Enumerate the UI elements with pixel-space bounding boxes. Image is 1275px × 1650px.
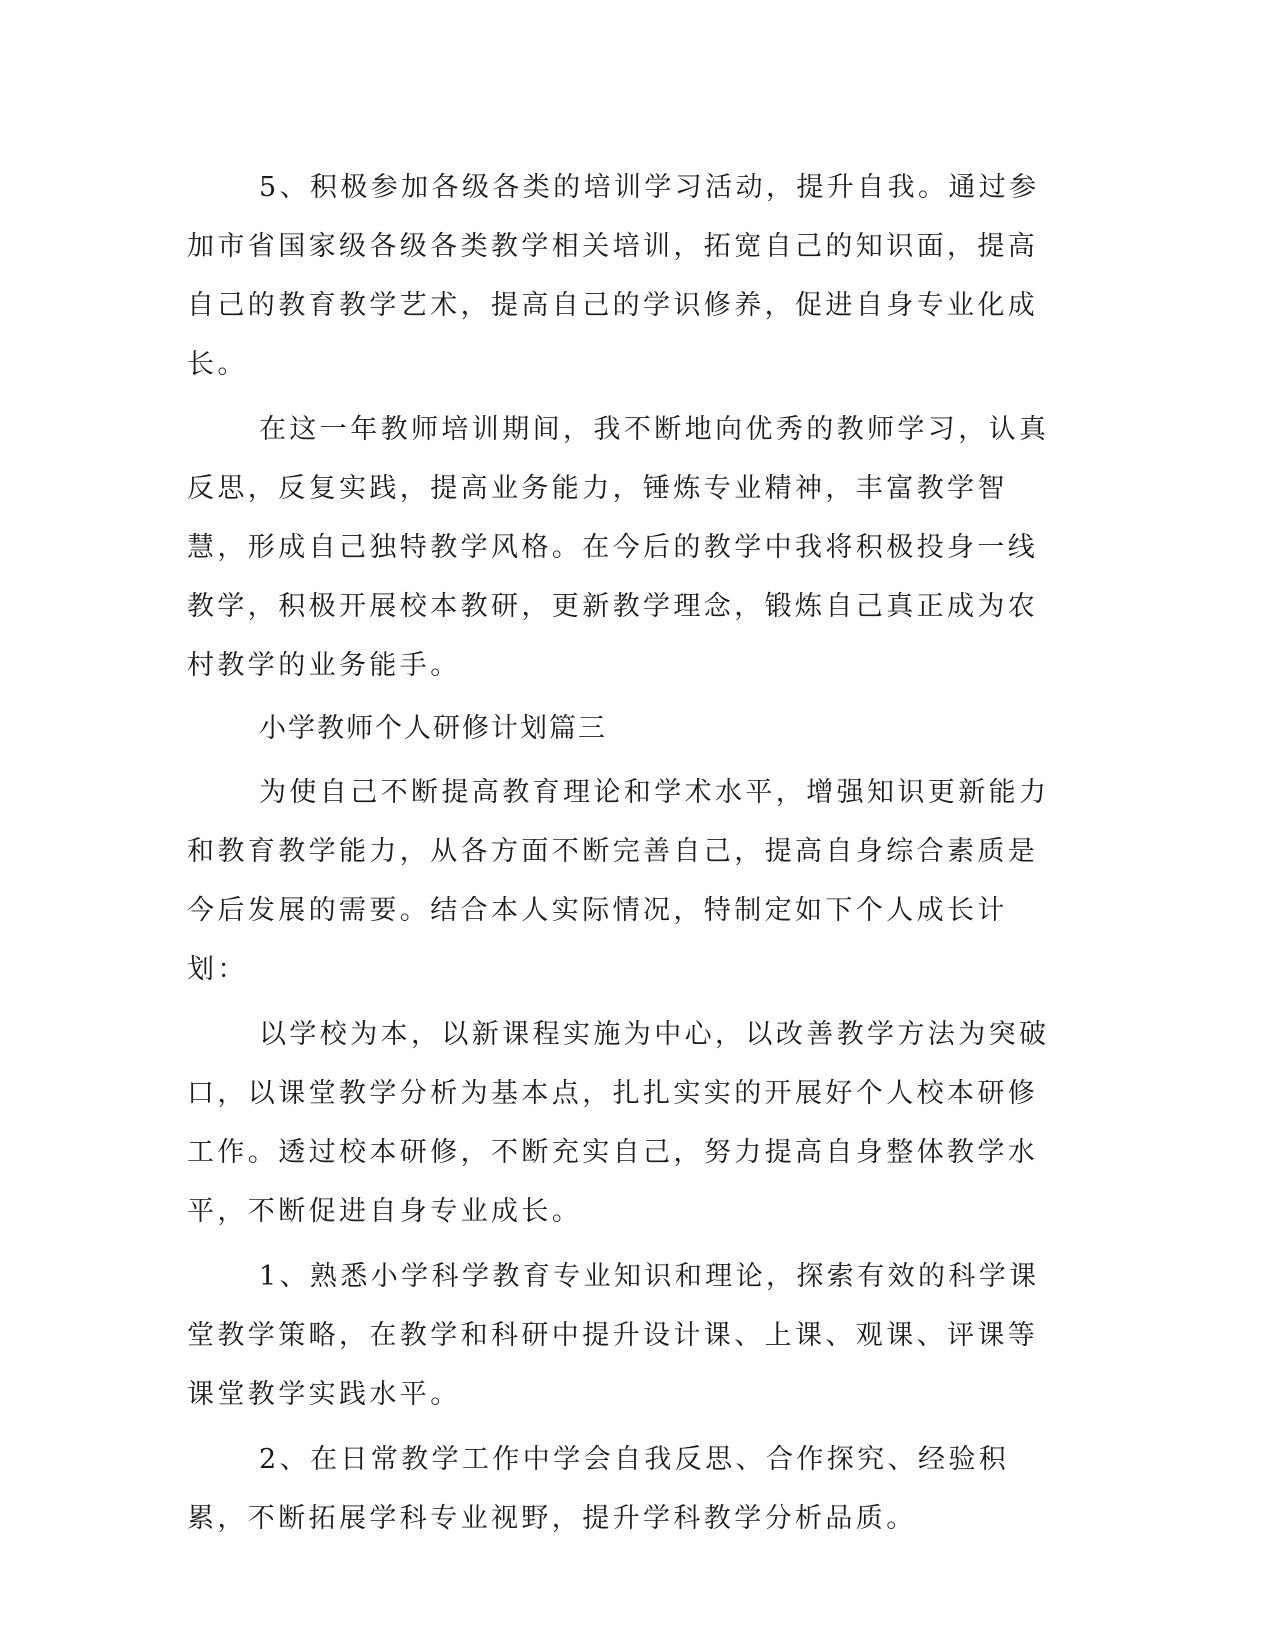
paragraph-goal-2: 2、在日常教学工作中学会自我反思、合作探究、经验积累，不断拓展学科专业视野，提升学科教学分析品质。: [187, 1444, 1010, 1534]
paragraph-training-activities: 5、积极参加各级各类的培训学习活动，提升自我。通过参加市省国家级各级各类教学相关培训，拓宽自己的知识面，提高自己的教育教学艺术，提高自己的学识修养，促进自身专业化成长。: [187, 172, 1040, 380]
paragraph-goal-1: 1、熟悉小学科学教育专业知识和理论，探索有效的科学课堂教学策略，在教学和科研中提升设计课、上课、观课、评课等课堂教学实践水平。: [187, 1261, 1040, 1410]
section-heading: 小学教师个人研修计划篇三: [259, 713, 607, 744]
paragraph-plan-guideline: 以学校为本，以新课程实施为中心，以改善教学方法为突破口，以课堂教学分析为基本点，扎扎实实的开展好个人校本研修工作。透过校本研修，不断充实自己，努力提高自身整体教学水平，不断促进自身专业成长。: [187, 1019, 1050, 1227]
paragraph-training-reflection: 在这一年教师培训期间，我不断地向优秀的教师学习，认真反思，反复实践，提高业务能力，锤炼专业精神，丰富教学智慧，形成自己独特教学风格。在今后的教学中我将积极投身一线教学，积极开展校本教研，更新教学理念，锻炼自己真正成为农村教学的业务能手。: [187, 414, 1050, 681]
document-body: [187, 158, 1067, 1548]
paragraph-plan-intro: 为使自己不断提高教育理论和学术水平，增强知识更新能力和教育教学能力，从各方面不断完善自己，提高自身综合素质是今后发展的需要。结合本人实际情况，特制定如下个人成长计划：: [187, 777, 1050, 985]
